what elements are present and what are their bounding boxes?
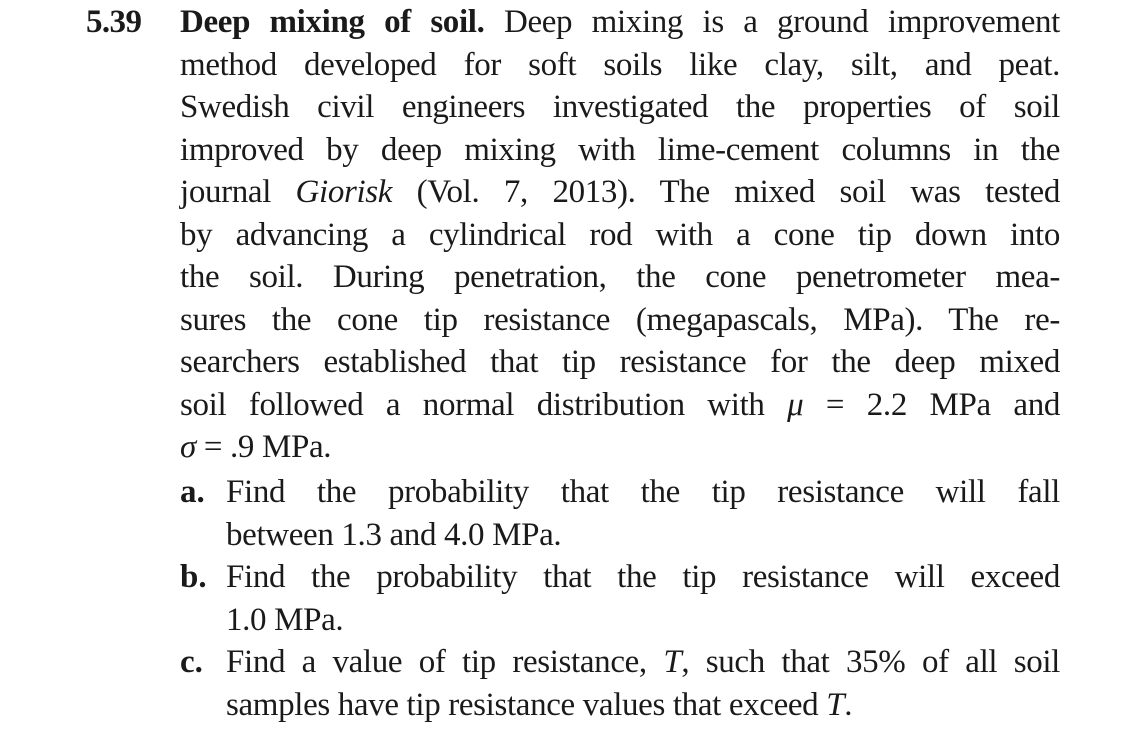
part-b-line-2: 1.0 MPa. [226, 601, 344, 638]
part-a [180, 471, 1060, 556]
part-b-body [226, 556, 1060, 641]
stem-line-9: searchers established that tip resistance for the deep mixed [180, 344, 1060, 380]
variable-t: T [663, 644, 682, 680]
stem-line-11 [180, 426, 1060, 469]
part-c [180, 641, 1060, 726]
part-c-line-2-prefix: samples have tip resistance values that exceed [226, 686, 827, 723]
stem-line-2: method developed for soft soils like clay, silt, and peat. [180, 46, 1060, 83]
part-c-body [226, 641, 1060, 726]
exercise-parts [180, 471, 1060, 726]
exercise-stem [180, 1, 1060, 469]
part-a-line-2: between 1.3 and 4.0 MPa. [226, 516, 562, 553]
sigma-value: = .9 MPa. [195, 429, 332, 465]
journal-prefix: journal [180, 174, 296, 210]
part-a-line-1: Find the probability that the tip resistance will fall [226, 474, 1060, 510]
journal-suffix: (Vol. 7, 2013). The mixed soil was tested [392, 174, 1060, 210]
part-b-line-1: Find the probability that the tip resistance will exceed [226, 559, 1060, 595]
stem-line-4: improved by deep mixing with lime-cement columns in the [180, 131, 1060, 168]
mu-value: = 2.2 MPa and [803, 386, 1060, 423]
part-b [180, 556, 1060, 641]
variable-t: T [826, 686, 845, 723]
part-c-line-1 [226, 641, 1060, 684]
part-c-line-1-suffix: , such that 35% of all soil [681, 644, 1061, 680]
part-a-label: a. [180, 474, 205, 510]
stem-text: Deep mixing is a ground improvement [503, 4, 1060, 40]
stem-line-1 [180, 1, 1060, 44]
part-c-line-2-suffix: . [844, 686, 853, 723]
part-c-line-1-prefix: Find a value of tip resistance, [226, 644, 664, 680]
stem-line-10 [180, 384, 1060, 427]
part-b-label: b. [180, 559, 207, 595]
stem-line-8: sures the cone tip resistance (megapascals, MPa). The re- [180, 301, 1060, 338]
exercise-number: 5.39 [86, 4, 142, 40]
sigma-symbol: σ [180, 429, 196, 465]
part-c-label: c. [180, 644, 203, 680]
stem-line-5 [180, 171, 1060, 214]
stem-line-6: by advancing a cylindrical rod with a cone tip down into [180, 216, 1060, 253]
mu-prefix: soil followed a normal distribution with [180, 386, 788, 423]
stem-line-3: Swedish civil engineers investigated the properties of soil [180, 89, 1060, 125]
exercise-title: Deep mixing of soil. [180, 4, 485, 40]
part-a-body [226, 471, 1060, 556]
stem-line-7: the soil. During penetration, the cone penetrometer mea- [180, 259, 1060, 295]
journal-name: Giorisk [295, 174, 393, 210]
mu-symbol: μ [787, 386, 804, 423]
part-c-line-2 [226, 684, 1060, 727]
